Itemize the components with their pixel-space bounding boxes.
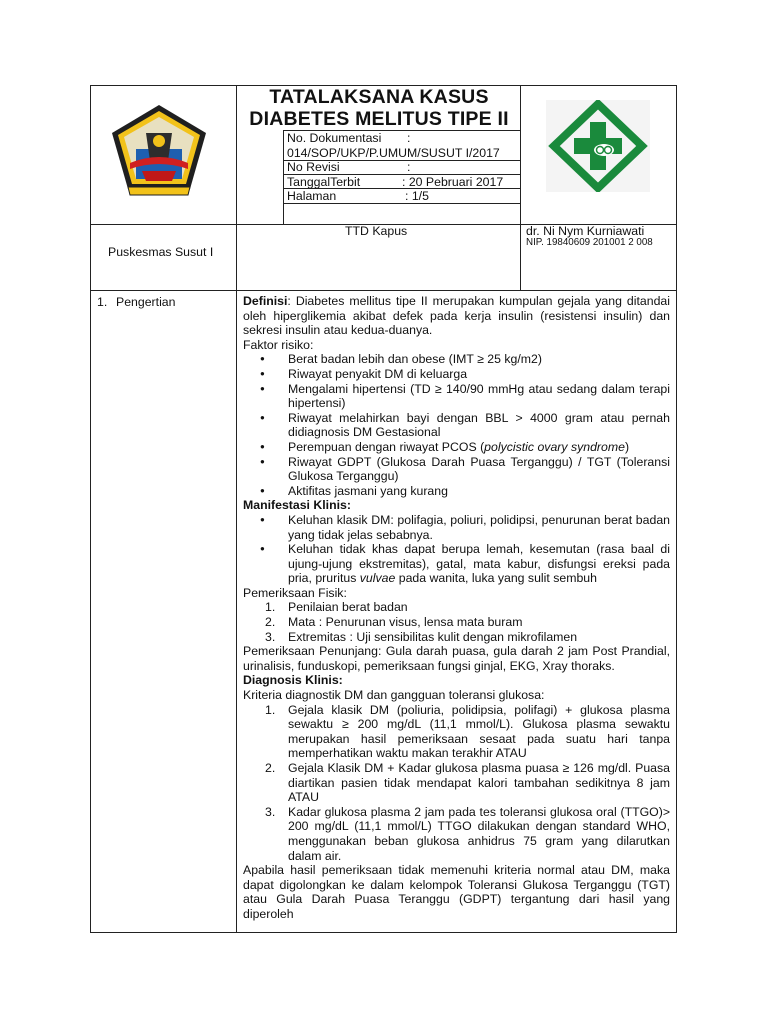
section-title: Pengertian [116, 295, 176, 309]
section-number: 1. [97, 295, 108, 309]
risk-factor-heading: Faktor risiko: [243, 337, 314, 352]
table-border-left [90, 85, 91, 933]
table-border-bottom [90, 932, 677, 933]
list-item-text: Gejala klasik DM (poliuria, polidipsia, polifagi) + glukosa plasma sewaktu ≥ 200 mg/dL (11,1 mmol/L). Glukosa plasma sewaktu merupakan hasil pemeriksaan sesaat pada suatu hari tanpa memperhatikan waktu makan terakhir ATAU [288, 702, 670, 761]
list-item: 3. Extremitas : Uji sensibilitas kulit dengan mikrofilamen [265, 629, 578, 644]
list-item: ● Riwayat GDPT (Glukosa Darah Puasa Terganggu) / TGT (Toleransi Glukosa Terganggu) [243, 455, 670, 484]
list-item: 2. Gejala Klasik DM + Kadar glukosa plasma puasa ≥ 126 mg/dl. Puasa diartikan pasien tidak mendapat kalori tambahan sedikitnya 8 jam ATAU [265, 761, 670, 805]
list-item: ● Berat badan lebih dan obese (IMT ≥ 25 kg/m2) [243, 352, 670, 367]
issue-date-label: TanggalTerbit [287, 175, 361, 189]
list-item-text: Gejala Klasik DM + Kadar glukosa plasma puasa ≥ 126 mg/dl. Puasa diartikan pasien tidak mendapat kalori tambahan sedikitnya 8 jam ATAU [288, 761, 670, 805]
pcos-italic: polycistic ovary syndrome [484, 439, 625, 454]
column-divider-right [520, 85, 521, 290]
list-item: 1. Gejala klasik DM (poliuria, polidipsia, polifagi) + glukosa plasma sewaktu ≥ 200 mg/dL (11,1 mmol/L). Glukosa plasma sewaktu merupakan hasil pemeriksaan sesaat pada suatu hari tanpa memperhatikan waktu makan terakhir ATAU [265, 702, 670, 761]
doc-number-label: No. Dokumentasi [287, 131, 382, 145]
doc-number-row [287, 131, 411, 145]
organization-name: Puskesmas Susut I [108, 245, 214, 259]
regional-emblem-logo [108, 103, 210, 199]
list-item: ● Mengalami hipertensi (TD ≥ 140/90 mmHg atau sedang dalam terapi hipertensi) [243, 382, 670, 411]
list-item: ● Keluhan klasik DM: polifagia, poliuri, polidipsi, penurunan berat badan yang tidak jelas sebabnya. [243, 513, 670, 542]
closing-paragraph: Apabila hasil pemeriksaan tidak memenuhi kriteria normal atau DM, maka dapat digolongkan ke dalam kelompok Toleransi Glukosa Terganggu (TGT) atau Gula Darah Puasa Teranggu (GDPT) tergantung dari hasil yang diperoleh [243, 863, 670, 921]
list-item-text: Kadar glukosa plasma 2 jam pada tes toleransi glukosa oral (TTGO)> 200 mg/dL (11,1 mmol/L) TTGO dilakukan dengan standard WHO, menggunakan beban glukosa anhidrus 75 gram yang dilarutkan dalam air. [288, 804, 670, 863]
vulvae-italic: vulvae [359, 571, 396, 586]
list-item [243, 440, 670, 455]
pcos-text: Perempuan dengan riwayat PCOS ( [288, 439, 485, 454]
definition-paragraph [243, 294, 670, 338]
page-label: Halaman [287, 189, 337, 203]
signer-name: dr. Ni Nym Kurniawati [526, 224, 645, 238]
issue-date-row [287, 175, 504, 189]
diagnosis-list [243, 703, 670, 864]
revision-label: No Revisi [287, 160, 340, 174]
list-item: 3. Kadar glukosa plasma 2 jam pada tes toleransi glukosa oral (TTGO)> 200 mg/dL (11,1 mmol/L) TTGO dilakukan dengan standard WHO, menggunakan beban glukosa anhidrus 75 gram yang dilarutkan dalam air. [265, 804, 670, 863]
list-item: ● Riwayat melahirkan bayi dengan BBL > 4000 gram atau pernah didiagnosis DM Gestasional [243, 411, 670, 440]
diagnosis-heading: Diagnosis Klinis: [243, 673, 343, 688]
physical-exam-heading: Pemeriksaan Fisik: [243, 585, 347, 600]
section-content [243, 294, 670, 922]
pcos-close: ) [624, 439, 630, 454]
list-item-text: Penilaian berat badan [288, 600, 408, 615]
definition-text: : Diabetes mellitus tipe II merupakan kumpulan gejala yang ditandai oleh hiperglikemia akibat defek pada kerja insulin (resistensi insulin) dan sekresi insulin atau kedua-duanya. [243, 294, 670, 338]
definition-label: Definisi [243, 294, 288, 308]
doc-number-value-row [287, 146, 500, 160]
ttd-label: TTD Kapus [345, 224, 408, 238]
list-item-text: Mata : Penurunan visus, lensa mata buram [288, 615, 523, 630]
manifestation-heading: Manifestasi Klinis: [243, 498, 351, 513]
table-border-right [676, 85, 677, 933]
diagnosis-intro: Kriteria diagnostik DM dan gangguan toleransi glukosa: [243, 688, 545, 703]
docinfo-line-5 [283, 203, 520, 204]
vulvae-after: pada wanita, luka yang sulit sembuh [395, 571, 597, 586]
row-divider-signature [90, 290, 677, 291]
physical-exam-list [243, 600, 670, 644]
list-item: 2. Mata : Penurunan visus, lensa mata buram [265, 615, 523, 630]
manifestation-text: Keluhan tidak khas dapat berupa lemah, kesemutan (rasa baal di ujung-ujung ekstremitas), gatal, mata kabur, disfungsi ereksi pada pria, pruritus [288, 542, 670, 586]
manifestation-list [243, 513, 670, 586]
list-item-text: Extremitas : Uji sensibilitas kulit dengan mikrofilamen [288, 629, 578, 644]
document-title: TATALAKSANA KASUS DIABETES MELITUS TIPE II [249, 86, 509, 130]
risk-factor-list [243, 352, 670, 498]
page-value: : 1/5 [405, 189, 429, 203]
page-row [287, 189, 429, 203]
revision-row [287, 160, 411, 174]
list-item: ● Riwayat penyakit DM di keluarga [243, 367, 670, 382]
doc-number-colon: : [407, 131, 411, 145]
signer-nip: NIP. 19840609 201001 2 008 [526, 237, 653, 248]
list-item: ● Aktifitas jasmani yang kurang [243, 484, 670, 499]
supporting-exam-paragraph: Pemeriksaan Penunjang: Gula darah puasa, gula darah 2 jam Post Prandial, urinalisis, funduskopi, pemeriksaan fungsi ginjal, EKG, Xray thoraks. [243, 644, 670, 673]
column-divider-left [236, 85, 237, 933]
puskesmas-cross-logo [546, 100, 650, 192]
revision-value: : [407, 160, 411, 174]
issue-date-value: : 20 Pebruari 2017 [402, 175, 504, 189]
list-item: 1. Penilaian berat badan [265, 600, 408, 615]
docinfo-box-left [283, 130, 284, 224]
list-item [243, 542, 670, 586]
doc-number-value: 014/SOP/UKP/P.UMUM/SUSUT I/2017 [287, 146, 500, 160]
